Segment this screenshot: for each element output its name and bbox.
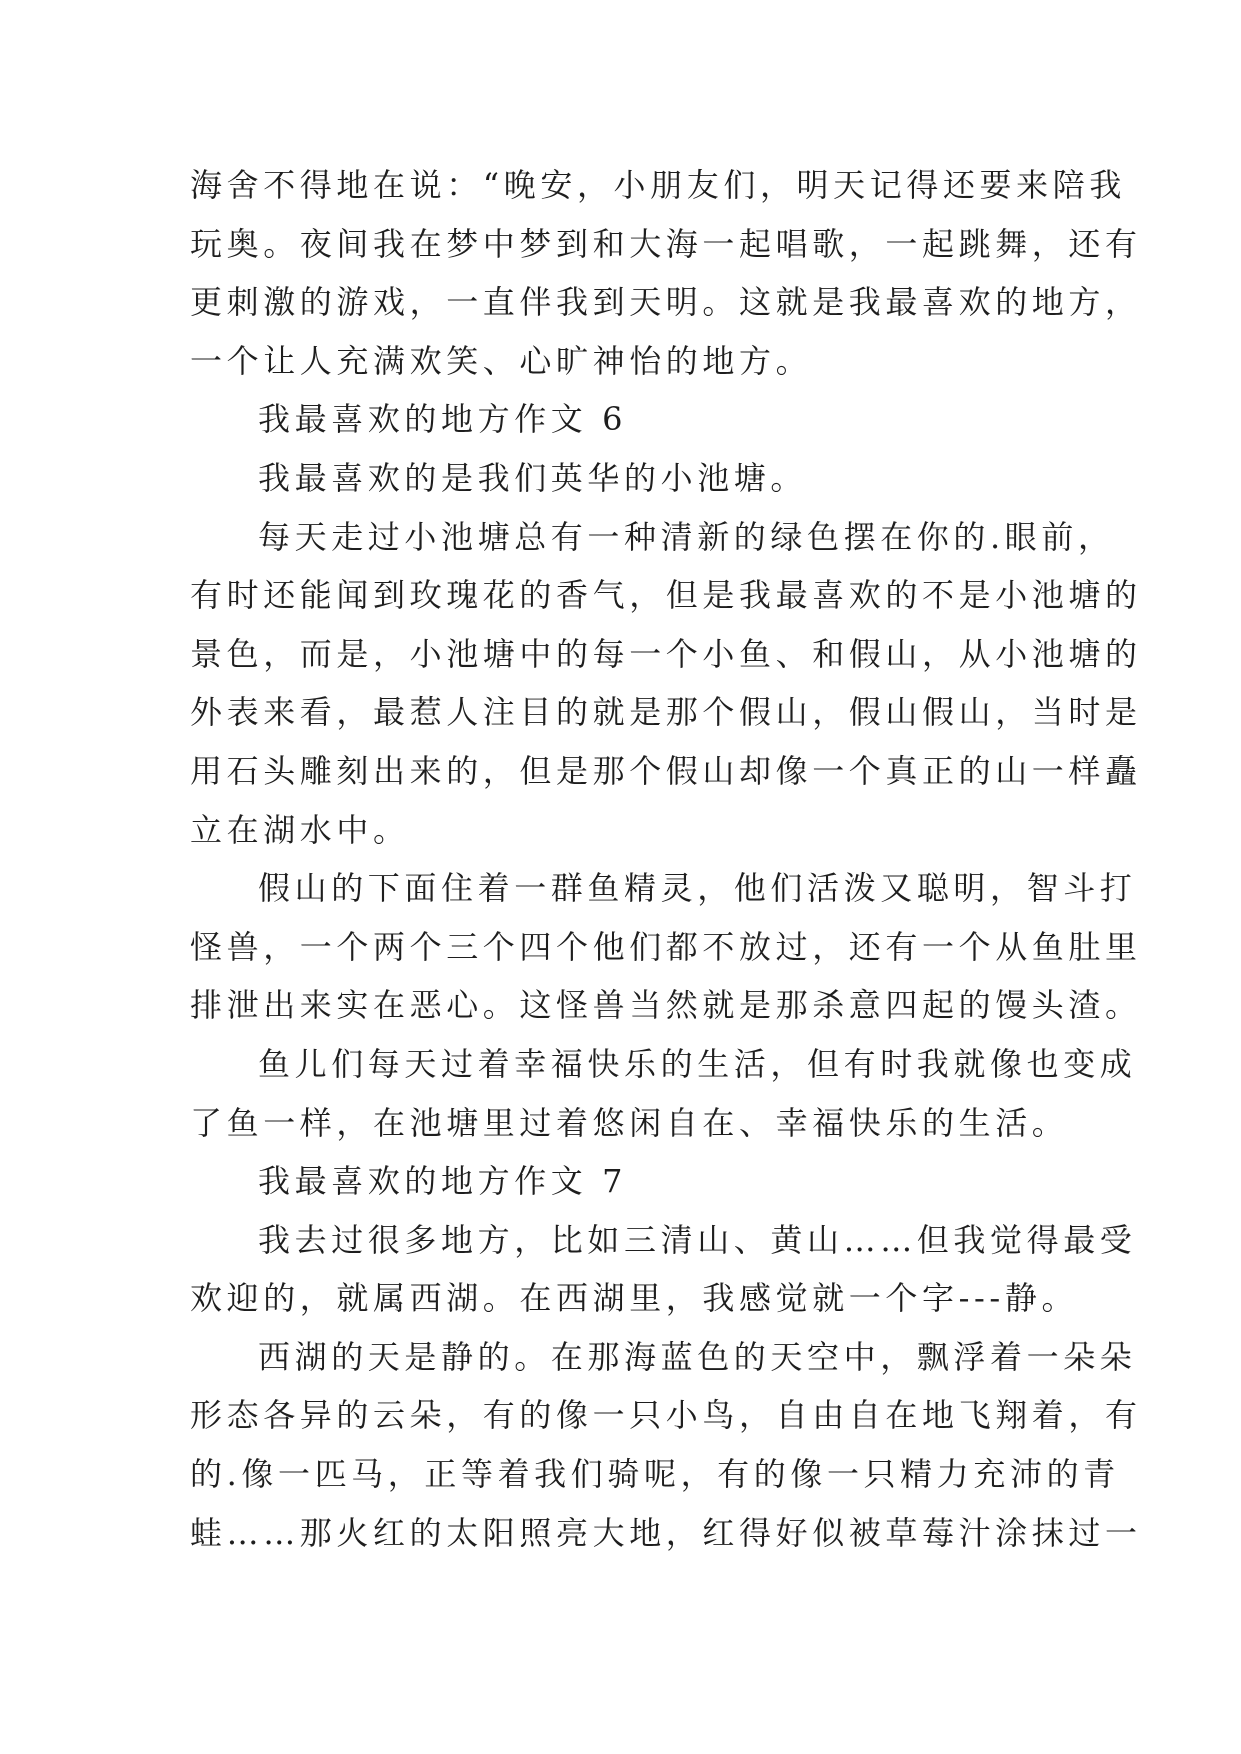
- text-line: 形态各异的云朵，有的像一只小鸟，自由自在地飞翔着，有: [190, 1396, 1142, 1435]
- paragraph-start: 西湖的天是静的。在那海蓝色的天空中，飘浮着一朵朵: [258, 1337, 1137, 1376]
- essay-body: [190, 156, 1142, 1562]
- essay-heading: 我最喜欢的地方作文 7: [258, 1162, 628, 1201]
- paragraph-start: 我最喜欢的是我们英华的小池塘。: [258, 458, 808, 497]
- text-line: 更刺激的游戏，一直伴我到天明。这就是我最喜欢的地方，: [190, 283, 1142, 322]
- text-line: 一个让人充满欢笑、心旷神怡的地方。: [190, 341, 813, 380]
- paragraph-start: 每天走过小池塘总有一种清新的绿色摆在你的.眼前，: [258, 517, 1115, 556]
- text-line: 欢迎的，就属西湖。在西湖里，我感觉就一个字---静。: [190, 1279, 1079, 1318]
- text-line: 了鱼一样，在池塘里过着悠闲自在、幸福快乐的生活。: [190, 1103, 1069, 1142]
- text-line: 立在湖水中。: [190, 810, 410, 849]
- text-line: 有时还能闻到玫瑰花的香气，但是我最喜欢的不是小池塘的: [190, 576, 1142, 615]
- paragraph-start: 我去过很多地方，比如三清山、黄山……但我觉得最受: [258, 1220, 1137, 1259]
- paragraph-start: 假山的下面住着一群鱼精灵，他们活泼又聪明，智斗打: [258, 869, 1137, 908]
- essay-heading: 我最喜欢的地方作文 6: [258, 400, 628, 439]
- text-line: 蛙……那火红的太阳照亮大地，红得好似被草莓汁涂抹过一: [190, 1513, 1142, 1552]
- text-line: 怪兽，一个两个三个四个他们都不放过，还有一个从鱼肚里: [190, 927, 1142, 966]
- text-line: 的.像一匹马，正等着我们骑呢，有的像一只精力充沛的青: [190, 1455, 1120, 1494]
- paragraph-start: 鱼儿们每天过着幸福快乐的生活，但有时我就像也变成: [258, 1044, 1137, 1083]
- text-line: 海舍不得地在说：“晚安，小朋友们，明天记得还要来陪我: [190, 166, 1126, 204]
- text-line: 排泄出来实在恶心。这怪兽当然就是那杀意四起的馒头渣。: [190, 986, 1142, 1025]
- text-line: 景色，而是，小池塘中的每一个小鱼、和假山，从小池塘的: [190, 634, 1142, 673]
- text-line: 外表来看，最惹人注目的就是那个假山，假山假山，当时是: [190, 693, 1142, 732]
- text-line: 用石头雕刻出来的，但是那个假山却像一个真正的山一样矗: [190, 751, 1142, 790]
- text-line: 玩奥。夜间我在梦中梦到和大海一起唱歌，一起跳舞，还有: [190, 224, 1142, 263]
